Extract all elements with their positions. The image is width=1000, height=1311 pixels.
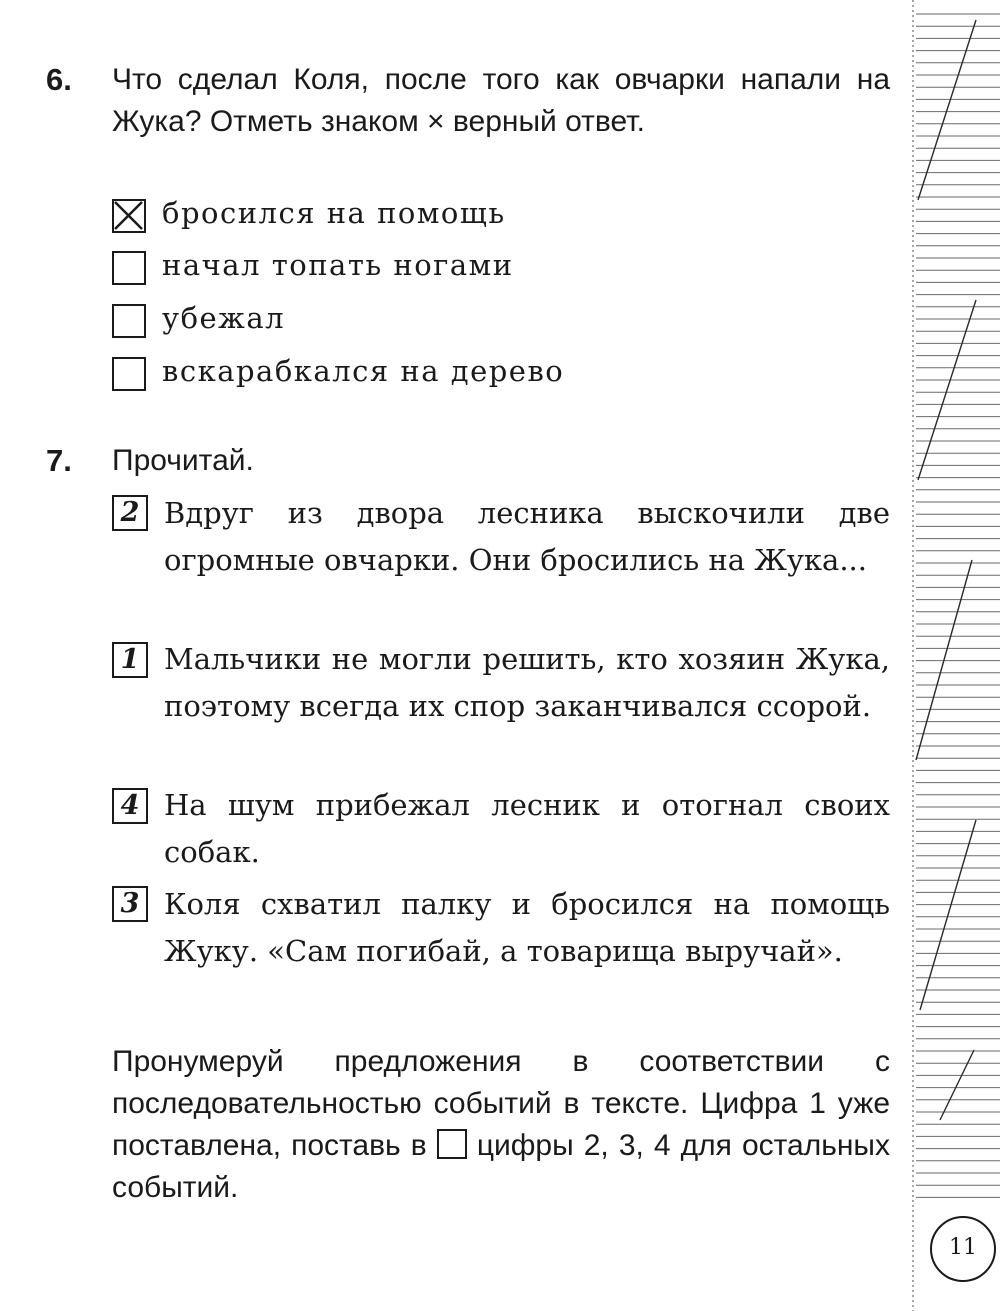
option-checkbox-2[interactable] bbox=[112, 251, 146, 285]
order-number-box[interactable]: 1 bbox=[112, 642, 148, 678]
option-checkbox-3[interactable] bbox=[112, 304, 146, 338]
sentence-text: Мальчики не могли решить, кто хозяин Жука, поэтому всегда их спор заканчивался ссорой. bbox=[164, 642, 890, 723]
option-checkbox-4[interactable] bbox=[112, 357, 146, 391]
order-number-box[interactable]: 4 bbox=[112, 788, 148, 824]
order-number-box[interactable]: 2 bbox=[112, 495, 148, 531]
question-6-number: 6. bbox=[46, 62, 72, 97]
option-label-4: вскарабкался на дерево bbox=[162, 354, 565, 388]
option-label-3: убежал bbox=[162, 301, 286, 335]
sentence-text: Коля схватил палку и бросился на помощь Жуку. «Сам погибай, а товарища выручай». bbox=[164, 887, 890, 968]
instruction-part-2: цифры 2, 3, 4 для остальных событий. bbox=[112, 1129, 890, 1204]
question-7-number: 7. bbox=[46, 443, 72, 478]
question-6-text: Что сделал Коля, после того как овчарки напали на Жука? Отметь знаком × верный ответ. bbox=[112, 63, 890, 138]
option-label-2: начал топать ногами bbox=[162, 248, 514, 282]
margin-lines bbox=[910, 0, 1000, 1311]
sentence-text: Вдруг из двора лесника выскочили две огромные овчарки. Они бросились на Жука... bbox=[164, 496, 890, 577]
question-7-title: Прочитай. bbox=[112, 444, 254, 477]
empty-box-icon bbox=[437, 1129, 467, 1159]
order-number-box[interactable]: 3 bbox=[112, 886, 148, 922]
cross-mark-icon bbox=[114, 201, 143, 230]
option-checkbox-1[interactable] bbox=[112, 199, 146, 233]
instruction-text bbox=[112, 1041, 890, 1209]
page-number: 11 bbox=[949, 1235, 977, 1260]
sentence-text: На шум прибежал лесник и отогнал своих собак. bbox=[164, 788, 890, 869]
option-label-1: бросился на помощь bbox=[162, 196, 506, 230]
instruction-part-1: Пронумеруй предложения в соответствии с последовательностью событий в тексте. Цифра 1 уже поставлена, поставь в bbox=[112, 1045, 890, 1162]
